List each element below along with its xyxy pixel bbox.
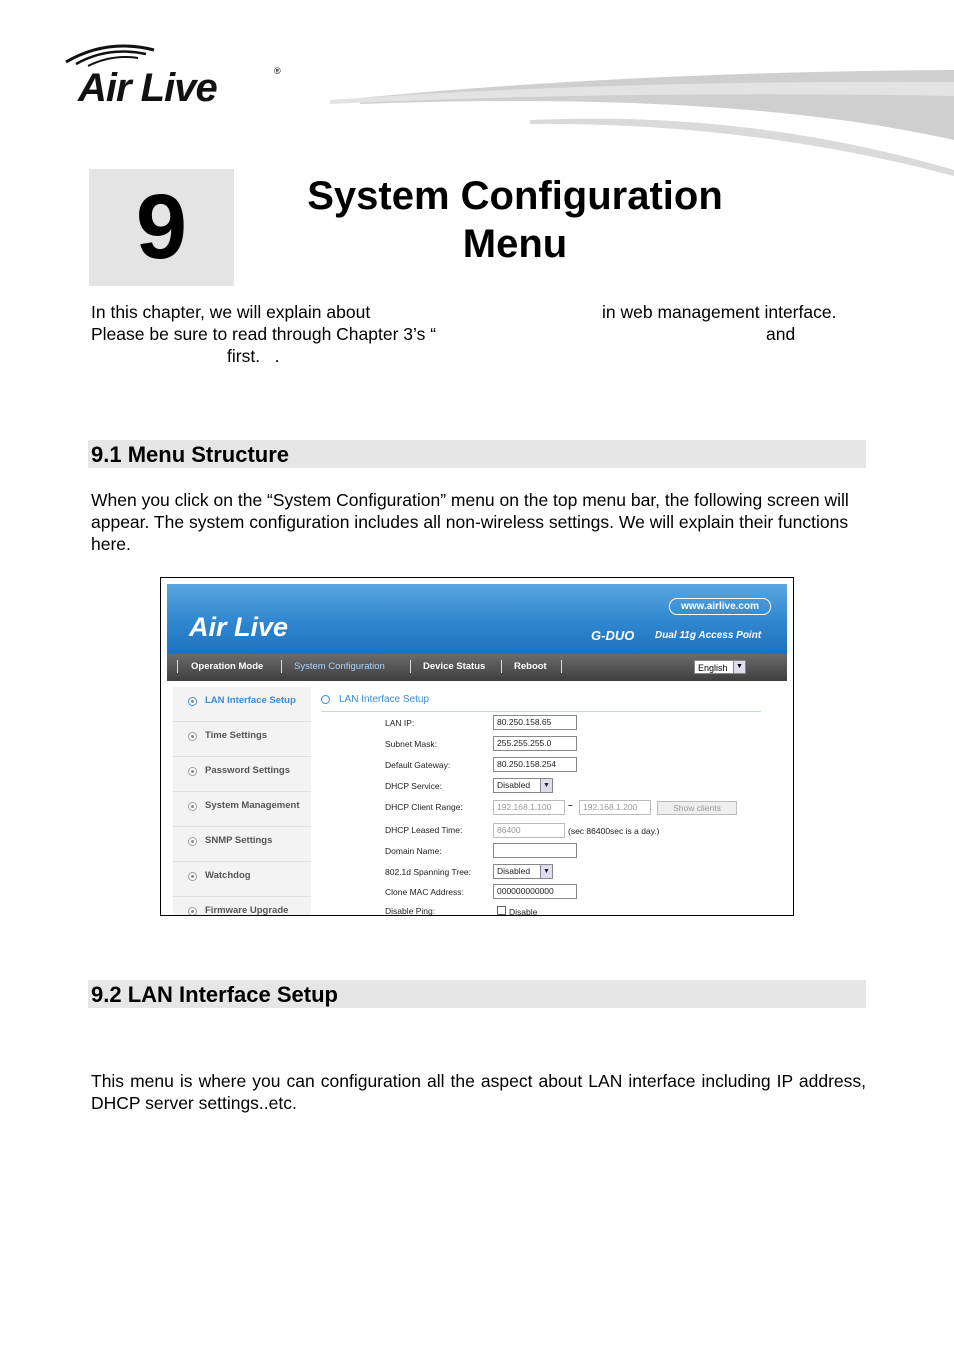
panel-title: LAN Interface Setup	[339, 694, 430, 705]
bullet-icon	[321, 695, 330, 704]
web-ui-screenshot	[160, 577, 794, 916]
spanning-tree-select[interactable]	[493, 864, 553, 879]
sidebar-item-password-settings[interactable]	[173, 757, 311, 792]
registered-mark: ®	[274, 66, 281, 76]
lan-ip-label: LAN IP:	[385, 718, 415, 728]
spanning-tree-value: Disabled	[497, 866, 531, 876]
dhcp-lease-note: (sec 86400sec is a day.)	[568, 826, 660, 836]
disable-ping-option: Disable	[509, 907, 538, 916]
show-clients-button[interactable]: Show clients	[657, 801, 737, 815]
language-select[interactable]	[694, 660, 746, 674]
sidebar-item-label: Watchdog	[205, 870, 251, 881]
lan-ip-input[interactable]: 80.250.158.65	[493, 715, 577, 730]
wifi-waves-icon	[62, 40, 162, 68]
subnet-mask-label: Subnet Mask:	[385, 739, 437, 749]
web-ui-url-badge[interactable]: www.airlive.com	[669, 598, 771, 615]
section-title: 9.1 Menu Structure	[91, 442, 290, 467]
dhcp-service-select[interactable]	[493, 778, 553, 793]
sidebar-item-label: LAN Interface Setup	[205, 695, 296, 706]
bullet-icon	[188, 697, 197, 706]
dhcp-service-label: DHCP Service:	[385, 781, 442, 791]
nav-separator	[410, 660, 411, 673]
sidebar-item-system-management[interactable]	[173, 792, 311, 827]
dhcp-lease-input[interactable]: 86400	[493, 823, 565, 838]
bullet-icon	[188, 802, 197, 811]
intro-line-2b: and	[766, 324, 796, 344]
subnet-mask-input[interactable]: 255.255.255.0	[493, 736, 577, 751]
intro-line-1a: In this chapter, we will explain about	[91, 302, 371, 322]
dhcp-range-end-input[interactable]: 192.168.1.200	[579, 800, 651, 815]
default-gateway-label: Default Gateway:	[385, 760, 451, 770]
sidebar-item-label: Time Settings	[205, 730, 268, 741]
nav-operation-mode[interactable]: Operation Mode	[191, 661, 264, 672]
airlive-logo	[62, 40, 292, 110]
nav-system-configuration[interactable]: System Configuration	[294, 661, 385, 672]
logo-wordmark: Air Live	[78, 66, 217, 110]
bullet-icon	[188, 907, 197, 916]
chevron-down-icon: ▼	[540, 779, 552, 792]
sidebar-item-watchdog[interactable]	[173, 862, 311, 897]
nav-separator	[177, 660, 178, 673]
sidebar-item-label: Firmware Upgrade	[205, 905, 289, 916]
bullet-icon	[188, 837, 197, 846]
web-ui-logo: Air Live	[189, 612, 289, 642]
intro-line-1b: in web management interface.	[602, 302, 837, 322]
bullet-icon	[188, 732, 197, 741]
web-ui-tagline: Dual 11g Access Point	[655, 630, 762, 641]
intro-line-2a: Please be sure to read through Chapter 3’s “	[91, 324, 437, 344]
web-ui-nav-bar	[167, 654, 787, 681]
sidebar-item-label: Password Settings	[205, 765, 290, 776]
section-heading-bar	[88, 980, 866, 1008]
sidebar-item-snmp-settings[interactable]	[173, 827, 311, 862]
sidebar-item-firmware-upgrade[interactable]	[173, 897, 311, 916]
bullet-icon	[188, 767, 197, 776]
sidebar-item-label: SNMP Settings	[205, 835, 273, 846]
clone-mac-label: Clone MAC Address:	[385, 887, 464, 897]
domain-name-input[interactable]	[493, 843, 577, 858]
dhcp-service-value: Disabled	[497, 780, 531, 790]
chevron-down-icon: ▼	[540, 865, 552, 878]
dhcp-range-start-input[interactable]: 192.168.1.100	[493, 800, 565, 815]
disable-ping-label: Disable Ping:	[385, 906, 436, 916]
clone-mac-input[interactable]: 000000000000	[493, 884, 577, 899]
nav-separator	[281, 660, 282, 673]
header-swoosh-decoration	[330, 60, 954, 180]
web-ui-model: G-DUO	[591, 628, 635, 643]
section-body: When you click on the “System Configuration” menu on the top menu bar, the following screen will appear. The system configuration includes all non-wireless settings. We will explain their functions here.	[91, 490, 849, 554]
dhcp-client-range-label: DHCP Client Range:	[385, 802, 463, 812]
intro-line-3: first. .	[227, 346, 280, 366]
web-ui-sidebar	[173, 687, 311, 915]
chevron-down-icon: ▼	[733, 661, 745, 673]
section-heading-bar	[88, 440, 866, 468]
nav-separator	[501, 660, 502, 673]
section-title: 9.2 LAN Interface Setup	[91, 982, 338, 1007]
nav-separator	[561, 660, 562, 673]
sidebar-item-lan-interface-setup[interactable]	[173, 687, 311, 722]
bullet-icon	[188, 872, 197, 881]
chapter-number: 9	[135, 176, 188, 278]
default-gateway-input[interactable]: 80.250.158.254	[493, 757, 577, 772]
sidebar-item-label: System Management	[205, 800, 300, 811]
web-ui-header	[167, 584, 787, 654]
section-body: This menu is where you can configuration all the aspect about LAN interface including IP address, DHCP server settings..etc.	[91, 1071, 866, 1113]
spanning-tree-label: 802.1d Spanning Tree:	[385, 867, 472, 877]
sidebar-item-time-settings[interactable]	[173, 722, 311, 757]
disable-ping-checkbox[interactable]	[497, 906, 506, 915]
domain-name-label: Domain Name:	[385, 846, 442, 856]
nav-device-status[interactable]: Device Status	[423, 661, 486, 672]
chapter-number-box	[89, 169, 234, 286]
range-separator: –	[568, 800, 573, 810]
panel-divider	[321, 711, 761, 712]
chapter-title: System Configuration Menu	[307, 174, 723, 266]
language-value: English	[698, 663, 728, 673]
dhcp-lease-label: DHCP Leased Time:	[385, 825, 463, 835]
nav-reboot[interactable]: Reboot	[514, 661, 547, 672]
